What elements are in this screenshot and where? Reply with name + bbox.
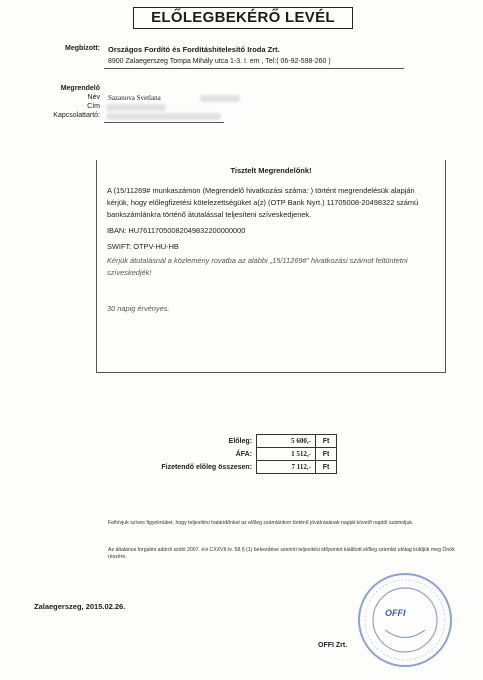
redacted-field <box>106 104 166 111</box>
redacted-field <box>200 95 240 102</box>
currency: Ft <box>316 448 337 461</box>
amount-label: Előleg: <box>228 437 252 445</box>
swift: SWIFT: OTPV-HU-HB <box>107 242 179 251</box>
place-date: Zalaegerszeg, 2015.02.26. <box>34 602 126 611</box>
letter-body <box>107 185 432 315</box>
amount-table <box>108 434 337 474</box>
company-stamp-icon <box>355 570 455 670</box>
cim-label: Cím <box>87 103 100 110</box>
document-title: ELŐLEGBEKÉRŐ LEVÉL <box>133 7 353 29</box>
letter-box <box>96 160 446 373</box>
amount-label: Fizetendő előleg összesen: <box>161 463 252 471</box>
amount-value: 1 512,- <box>257 448 316 461</box>
payment-paragraph: A (15/11269# munkaszámon (Megrendelő hivatkozási száma: ) történt megrendelésük alapján kérjük, hogy előlegfizetési kötelezettségüket a(z) (OTP Bank Nyrt.) 11705008-20498322 számú bankszámlánkra történő átutalással teljesíteni szíveskedjenek. <box>107 186 419 219</box>
amount-label: ÁFA: <box>235 450 252 458</box>
currency: Ft <box>316 435 337 448</box>
greeting: Tisztelt Megrendelőnk! <box>230 166 312 175</box>
divider <box>104 122 224 123</box>
table-row <box>108 435 337 448</box>
nev-value: Sazanova Svetlana <box>108 94 161 102</box>
redacted-field <box>106 113 221 120</box>
note-vat: Az általános forgalmi adóról szóló 2007. évi CXXVII.tv. 58.§ (1) bekezdése szerinti teljesítési időpontot kiállított előleg számlát utólag küldjük meg Önök részére. <box>108 547 455 560</box>
megbizott-name: Országos Fordító és Fordításhitelesítő Iroda Zrt. <box>108 45 280 54</box>
megbizott-address: 8900 Zalaegerszeg Tompa Mihály utca 1-3. I. em , Tel:( 06-92-598-260 ) <box>108 58 331 65</box>
reference-instruction: Kérjük átutalásnál a közlemény rovatba az alábbi „15/11269#” hivatkozási számot feltüntetni szíveskedjék! <box>107 256 408 277</box>
iban: IBAN: HU76117050082049832200000000 <box>107 226 246 235</box>
table-row <box>108 461 337 474</box>
nev-label: Név <box>87 94 100 101</box>
validity: 30 napig érvényes. <box>107 304 170 313</box>
amount-value: 5 600,- <box>257 435 316 448</box>
signature: OFFI Zrt. <box>318 642 348 649</box>
kapcsolattarto-label: Kapcsolattartó: <box>53 112 100 119</box>
amount-value: 7 112,- <box>257 461 316 474</box>
megbizott-label: Megbízott: <box>65 45 100 52</box>
table-row <box>108 448 337 461</box>
divider <box>104 68 404 69</box>
note-deadline: Felhívjuk szíves figyelmüket, hogy teljesítési határidőnket az előleg számlánkon történő jóváírásának napját követő naptól számoljuk. <box>108 520 414 526</box>
stamp-label: OFFI <box>385 608 406 618</box>
megrendelo-label: Megrendelő <box>60 85 100 92</box>
currency: Ft <box>316 461 337 474</box>
